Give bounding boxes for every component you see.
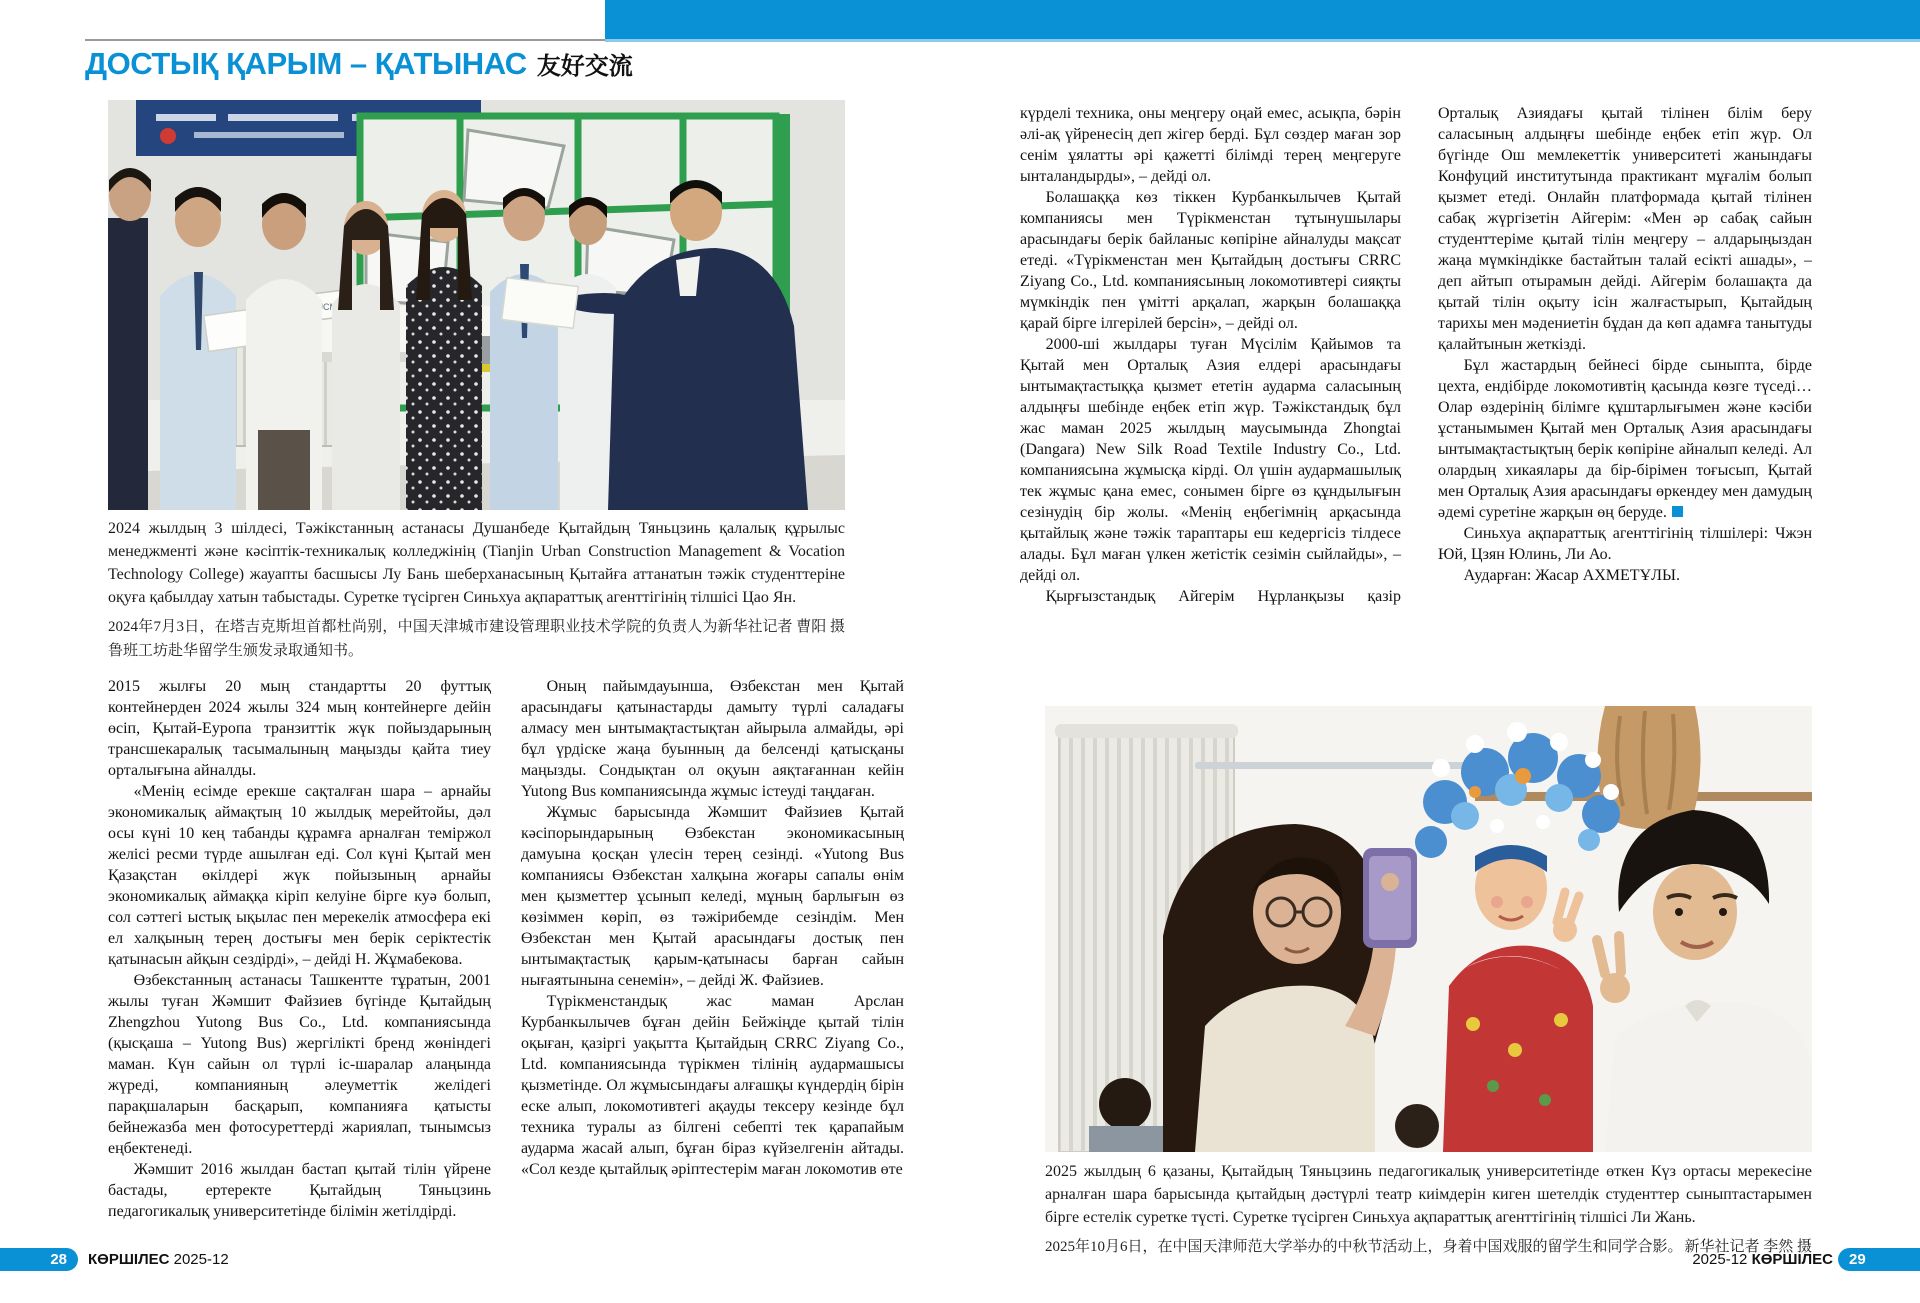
body-paragraph: Жұмыс барысында Жәмшит Файзиев Қытай кәсіпорындарының Өзбекстан экономикасының дамуына қосқан үлесін терең сезінді. «Yutong Bus компаниясы Өзбекстан халқына жоғары сапалы өнім мен қызметтер ұсынып келеді, мұның барлығын өз көзіммен көріп, өз тәжірибемде сезіндім. Мен Өзбекстан мен Қытай арасындағы достық пен ынтымақтастық қарым-қатынасы барған сайын нығаятынына сенемін», – дейді Ж. Файзиев. [521,804,904,989]
ceremony-photo-art [108,100,845,510]
body-paragraph: күрделі техника, оны меңгеру оңай емес, асықпа, бәрін әлі-ақ үйренесің деп жігер берді. Бұл сөздер маған зор сенім ұялатты әрі қажетті білімді терең меңгеруге ынталандырды», – дейді ол. [1020,105,1401,185]
left-photo-caption [108,517,845,663]
body-paragraph: Орталық Азиядағы қытай тілінен білім беру саласының алдыңғы шебінде еңбек етіп жүр. Ол бүгінде Ош мемлекеттік университеті жанындағы Конфуций институтында практикант мұғалім болып қызмет етеді. Онлайн платформада қытай тілінен сабақ жүргізетін Айгерім: «Мен әр сабақ сайын студенттеріме қытай тілін меңгеру – алдарыңыздан жаңа мүмкіндікке бастайтын талай есікті ашады», – деп айтып отырамын дейді. Айгерім болашақта да қытай тілін оқыту ісін жалғастырып, Қытайдың тарихы мен мәдениетін бұдан да көп адамға танытуды қалайтынын жеткізді. [1438,105,1812,353]
body-paragraph: Түрікменстандық жас маман Арслан Курбанкылычев бұған дейін Бейжіңде қытай тілін оқыған, қазіргі уақытта Қытайдың CRRC Ziyang Co., Ltd. компаниясында түрікмен тілінің аудармашысы қызметінде. Ол жұмысындағы алғашқы күндердің бірін еске алып, локомотивтегі ақауды тексеру кезінде бұл техника туралы аз білгені себепті тек қарапайым аударма жасай алып, бұған біраз күйзелгенін айтады. «Сол кезде қытайлық әріптестерім маған локомотив өте [521,993,904,1178]
body-paragraph: Қырғызстандық Айгерім Нұрланқызы қазір [1045,588,1401,605]
body-paragraph-text: Бұл жастардың бейнесі бірде сыныпта, бірде цехта, ендібірде локомотивтің қасында көзге түседі… Олар өздерінің білімге құштарлығымен және кәсіби ұстанымымен Қытай мен Орталық Азия арасындағы ынтымақтастықтың берік көпіріне айналып келеді. Ал олардың хикаялары да бір-бірімен тоғысып, Қытай мен Орталық Азия арасындағы өркендеу мен дамудың әдемі суретіне жарқын өң беруде. [1438,357,1812,521]
body-paragraph: Өзбекстанның астанасы Ташкентте тұратын, 2001 жылы туған Жәмшит Файзиев бүгінде Қытайдың Zhengzhou Yutong Bus Co., Ltd. компаниясында (қысқаша – Yutong Bus) жергілікті бренд жөніндегі маман. Күн сайын ол түрлі іс-шаралар алаңында жүреді, компанияның әлеуметтік желідегі парақшаларын басқарып, компанияға қатысты бейнежазба мен фотосуреттерді жариялап, тынымсыз еңбектенеді. [108,972,491,1157]
header-accent-bar [605,0,1920,42]
section-title [85,46,633,82]
article-column-4 [1438,103,1812,586]
magazine-name: КӨРШІЛЕС [88,1251,170,1268]
body-paragraph: «Менің есімде ерекше сақталған шара – арнайы экономикалық аймақтың 10 жылдық мерейтойы, дәл осы күні 10 кең табанды құрамға арналған теміржол желісі ресми түрде ашылған еді. Сол күні Қытай мен Қазақстан өкілдері жүк пойызының арнайы экономикалық аймаққа кіріп келуіне бірге куә болып, сол сәттегі ыстық ықылас пен мерекелік атмосфера екі ел халқының терең достығы мен берік серіктестік қатынасын айқын сездірді», – дейді Н. Жұмабекова. [108,783,491,968]
translator-line: Аударған: Жасар АХМЕТҰЛЫ. [1463,567,1680,584]
section-title-kazakh: ДОСТЫҚ ҚАРЫМ – ҚАТЫНАС [85,46,527,81]
left-caption-chinese [108,615,845,663]
svg-text:TJ UCM: UCM [316,302,337,312]
right-caption-credit: 新华社记者 李然 摄 [1684,1239,1812,1255]
article-column-3 [1020,103,1401,607]
body-paragraph: 2000-ші жылдары туған Мүсілім Қайымов та Қытай мен Орталық Азия елдері арасындағы ынтымақтастыққа қызмет ететін аударма саласының алдыңғы шебінде еңбек етіп жүр. Тәжікстандық бұл жас маман 2025 жылдың маусымында Zhongtai (Dangara) New Silk Road Textile Industry Co., Ltd. компаниясына жұмысқа кірді. Ол үшін аудармашылық тек жұмыс қана емес, сонымен бірге өз құндылығын сезінудің бір жолы. «Менің еңбегімнің арқасында қытайлық және тәжік тараптары еш кедергісіз тілдесе алады. Бұл маған үлкен жетістік сезімін сыйлайды», – дейді ол. [1020,336,1401,584]
left-caption-credit: 新华社记者 曹阳 摄 [717,619,845,635]
article-column-1 [108,676,491,1222]
article-column-2 [521,676,904,1180]
article-end-mark [1672,506,1683,517]
footer-right [1588,1248,1833,1271]
page-number-left: 28 [0,1248,78,1271]
body-paragraph: Оның пайымдауынша, Өзбекстан мен Қытай арасындағы қатынастарды дамыту түрлі саладағы алмасу мен ынтымақтастықтан айырыла алмайды, әрі бұл үрдіске жаңа буынның да белсенді қатысқаны маңызды. Сондықтан ол оқуын аяқтағаннан кейін Yutong Bus компаниясында жұмыс істеуді таңдаған. [521,678,904,800]
students-group [108,168,616,510]
footer-left [88,1248,229,1271]
page-number-right: 29 [1838,1248,1920,1271]
ceremony-photo [108,100,845,510]
issue-number: 2025-12 [1692,1251,1748,1268]
selfie-photo [1045,706,1812,1152]
body-paragraph: Жәмшит 2016 жылдан бастап қытай тілін үйрене бастады, ертеректе Қытайдың Тяньцзинь педагогикалық университетінде білімін жетілдірді. [108,1161,491,1220]
body-paragraph: 2015 жылғы 20 мың стандартты 20 футтық контейнерден 2024 жылы 324 мың контейнерге дейін өсіп, Қытай-Еуропа транзиттік жүк пойыздарының трансшекаралық тасымалының маңызды қайта тиеу орталығына айналды. [108,678,491,779]
right-caption-kazakh: 2025 жылдың 6 қазаны, Қытайдың Тяньцзинь педагогикалық университетінде өткен Күз ортасы мерекесіне арналған шара барысында қытайдың дәстүрлі театр киімдерін киген шетелдік студенттер сыныптастарымен бірге естелік суретке түсті. Суретке түсірген Синьхуа ақпараттық агенттігінің тілшісі Ли Жань. [1045,1163,1812,1226]
right-caption-chinese-text: 2025年10月6日，在中国天津师范大学举办的中秋节活动上，身着中国戏服的留学生和同学合影。 [1045,1239,1683,1255]
body-paragraph [1438,355,1812,523]
section-title-chinese: 友好交流 [536,53,633,80]
selfie-photo-art [1045,706,1812,1152]
magazine-name: КӨРШІЛЕС [1751,1251,1833,1268]
correspondents-line: Синьхуа ақпараттық агенттігінің тілшілері: Чжэн Юй, Цзян Юлинь, Ли Ао. [1438,525,1812,563]
issue-number: 2025-12 [173,1251,229,1268]
header-rule [85,39,605,41]
body-paragraph: Болашаққа көз тіккен Курбанкылычев Қытай компаниясы мен Түрікменстан тұтынушылары арасындағы берік байланыс көпіріне айналуды мақсат етеді. «Түрікменстан мен Қытайдың достығы CRRC Ziyang Co., Ltd. компаниясының локомотивтері сияқты мүмкіндік пен үмітті арқалап, жарқын болашаққа қарай бірге ілгерілей берсін», – дейді ол. [1020,189,1401,332]
left-caption-kazakh: 2024 жылдың 3 шілдесі, Тәжікстанның астанасы Душанбеде Қытайдың Тяньцзинь қалалық құрылыс менеджменті және кәсіптік-техникалық колледжінің (Tianjin Urban Construction Management & Vocation Technology College) жауапты басшысы Лу Бань шеберханасының Қытайға аттанатын тәжік студенттеріне оқуға қабылдау хатын табыстады. Суретке түсірген Синьхуа ақпараттық агенттігінің тілшісі Цао Ян. [108,520,845,606]
right-photo-caption [1045,1160,1812,1259]
left-caption-chinese-text: 2024年7月3日，在塔吉克斯坦首都杜尚别，中国天津城市建设管理职业技术学院的负责人为鲁班工坊赴华留学生颁发录取通知书。 [108,619,718,659]
